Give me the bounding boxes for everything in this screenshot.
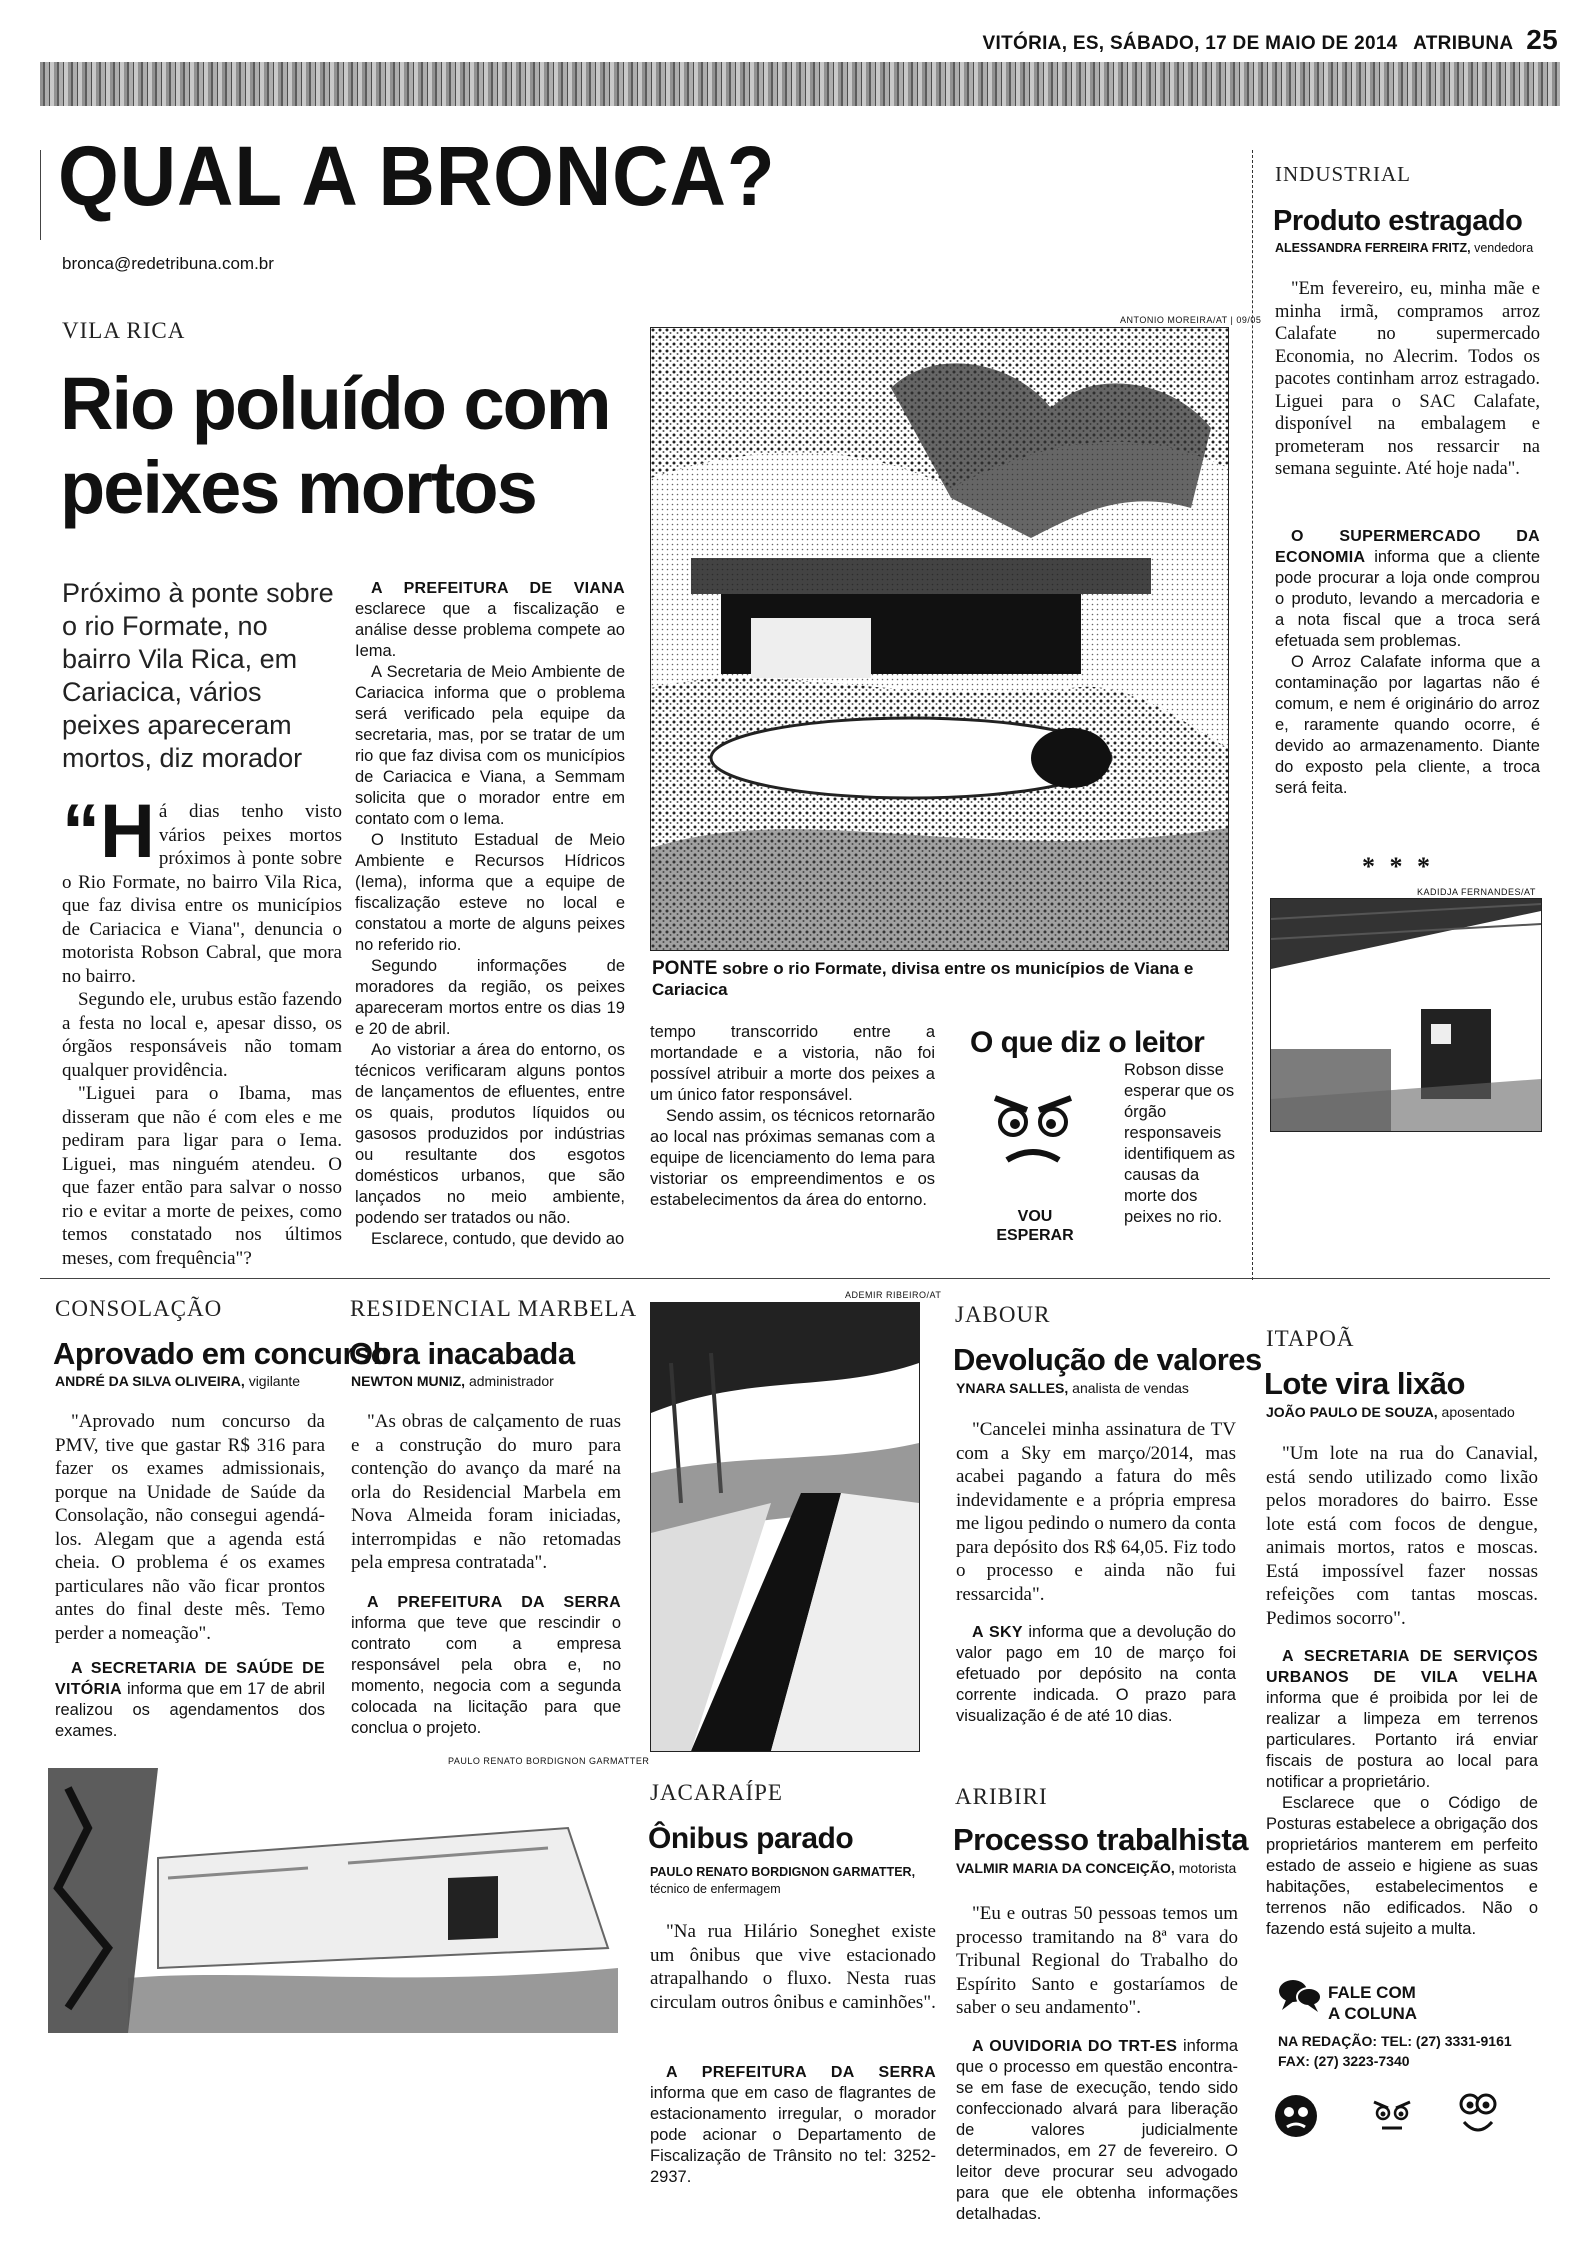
main-col2-p3: O Instituto Estadual de Meio Ambiente e Recursos Hídricos (Iema), informa que a equipe de fiscalização esteve no local e constatou a morte de alguns peixes no referido rio.: [355, 831, 625, 954]
dateline: VITÓRIA, ES, SÁBADO, 17 DE MAIO DE 2014: [982, 33, 1398, 54]
itapoa-response-p2: Esclarece que o Código de Posturas estabelece a obrigação dos proprietários manterem em perfeito estado de asseio e higiene as suas habitações, estabelecimentos e terrenos não edificados. Não o fazendo está sujeito a multa.: [1266, 1794, 1538, 1938]
main-col2-p2: A Secretaria de Meio Ambiente de Cariacica informa que o problema será verificado pela equipe da secretaria, mas, por se tratar de um rio que faz divisa com os municípios de Cariacica e Viana, a Semmam solicita que o morador entre em contato com o Iema.: [355, 663, 625, 828]
aribiri-title: Processo trabalhista: [953, 1822, 1248, 1857]
jacaraipe-response: A PREFEITURA DA SERRA informa que em caso de flagrantes de estacionamento irregular, o morador pode acionar o Departamento de Fiscalização de Trânsito no tel: 3252-2937.: [650, 2064, 936, 2186]
industrial-photo: [1270, 898, 1542, 1132]
happy-face-icon: [1458, 2092, 1498, 2140]
bus-photo: [48, 1768, 618, 2033]
itapoa-byline: JOÃO PAULO DE SOUZA, aposentado: [1266, 1404, 1515, 1420]
main-headline: Rio poluído com peixes mortos: [60, 362, 610, 529]
industrial-complaint: "Em fevereiro, eu, minha mãe e minha irmã, compramos arroz Calafate no supermercado Economia, no Alecrim. Todos os pacotes continham arroz estragado. Liguei para o SAC Calafate, disponível na embalagem e prometeram nos ressarcir na semana seguinte. Até hoje nada".: [1275, 279, 1540, 479]
industrial-response: [1275, 526, 1540, 799]
industrial-response-p1: O SUPERMERCADO DA ECONOMIA informa que a cliente pode procurar a loja onde comprou o produto, levando a mercadoria e a nota fiscal que a troca será efetuada sem problemas.: [1275, 528, 1540, 650]
jabour-complaint: "Cancelei minha assinatura de TV com a Sky em março/2014, mas acabei pagando a fatura do mês indevidamente e a própria empresa me ligou pedindo o numero da conta para depósito dos R$ 64,05. Fiz todo o processo e ainda não fui ressarcida".: [956, 1419, 1236, 1605]
main-col3: [650, 1022, 935, 1211]
main-col1-p2: Segundo ele, urubus estão fazendo a festa no local e, apesar disso, os órgãos responsáveis não tomam qualquer providência.: [62, 989, 342, 1081]
main-col1-p3: "Liguei para o Ibama, mas disseram que não é com eles e me pediram para ligar para o Iema. Liguei, mas ninguém atendeu. O que fazer então para salvar o nosso rio e evitar a morte de peixes, como temos constatado nos últimos meses, com frequência"?: [62, 1083, 342, 1269]
marbela-response: A PREFEITURA DA SERRA informa que teve que rescindir o contrato com a empresa responsável pela obra e, no momento, negocia com a segunda colocada na licitação para que conclua o projeto.: [351, 1594, 621, 1737]
main-col1: [62, 789, 342, 1270]
section-industrial: INDUSTRIAL: [1275, 162, 1411, 186]
scan-noise-band: [40, 62, 1560, 106]
reader-box-text: Robson disse esperar que os órgão responsaveis identifiquem as causas da morte dos peixes no rio.: [1124, 1061, 1235, 1226]
column-email[interactable]: bronca@redetribuna.com.br: [62, 254, 274, 273]
main-col2: [355, 578, 625, 1250]
contact-title: FALE COM A COLUNA: [1328, 1983, 1418, 2023]
bus-photo-credit: PAULO RENATO BORDIGNON GARMATTER: [448, 1756, 650, 1766]
road-photo-credit: ADEMIR RIBEIRO/AT: [845, 1290, 942, 1300]
industrial-photo-credit: KADIDJA FERNANDES/AT: [1417, 887, 1536, 897]
main-col2-p6: Esclarece, contudo, que devido ao: [371, 1230, 625, 1248]
consolacao-complaint: "Aprovado num concurso da PMV, tive que gastar R$ 316 para fazer os exames admissionais, porque na Unidade de Saúde da Consolação, não consegui agendá-los. Alegam que a agenda está cheia. O problema é os exames particulares não vão ficar prontos antes do final deste mês. Temo perder a nomeação".: [55, 1411, 325, 1644]
jacaraipe-byline: PAULO RENATO BORDIGNON GARMATTER, técnico de enfermagem: [650, 1865, 916, 1896]
main-col3-p2: Sendo assim, os técnicos retornarão ao local nas próximas semanas com a equipe de licenciamento do Iema para vistoriar os empreendimentos e os estabelecimentos da área do entorno.: [650, 1107, 935, 1209]
section-jabour: JABOUR: [955, 1302, 1051, 1327]
marbela-byline: NEWTON MUNIZ, administrador: [351, 1373, 554, 1389]
jabour-response: A SKY informa que a devolução do valor pago em 10 de março foi efetuado por depósito na conta corrente indicada. O prazo para visualização é de até 10 dias.: [956, 1623, 1236, 1725]
itapoa-response-p1: A SECRETARIA DE SERVIÇOS URBANOS DE VILA VELHA informa que é proibida por lei de realizar a limpeza em terrenos particulares. Portanto irá enviar fiscais de postura ao local para notificar a proprietário.: [1266, 1648, 1538, 1791]
main-col2-p4: Segundo informações de moradores da região, os peixes apareceram mortos entre os dias 19 e 20 de abril.: [355, 957, 625, 1038]
page-number: 25: [1526, 24, 1558, 55]
section-itapoa: ITAPOÃ: [1266, 1326, 1355, 1351]
consolacao-title: Aprovado em concurso: [53, 1336, 390, 1371]
industrial-byline: ALESSANDRA FERREIRA FRITZ, vendedora: [1275, 241, 1534, 255]
right-column-rule: [1252, 150, 1253, 1280]
reader-verdict: VOU ESPERAR: [996, 1208, 1074, 1244]
bridge-photo: [650, 327, 1229, 951]
section-stars: * * *: [1362, 852, 1434, 881]
column-title: QUAL A BRONCA?: [58, 129, 776, 223]
itapoa-complaint: "Um lote na rua do Canavial, está sendo utilizado como lixão pelos moradores do bairro. Esse lote está com focos de dengue, animais mortos, ratos e moscas. Está impossível fazer nossas refeições com tantas moscas. Pedimos socorro".: [1266, 1443, 1538, 1629]
contact-phones: NA REDAÇÃO: TEL: (27) 3331-9161 FAX: (27) 3223-7340: [1278, 2033, 1512, 2069]
marbela-complaint: "As obras de calçamento de ruas e a construção do muro para contenção do avanço da maré na orla do Residencial Marbela em Nova Almeida foram iniciadas, interrompidas e não retomadas pela empresa contratada".: [351, 1411, 621, 1573]
section-divider: [40, 1278, 1550, 1279]
section-consolacao: CONSOLAÇÃO: [55, 1296, 223, 1321]
section-marbela: RESIDENCIAL MARBELA: [350, 1296, 638, 1321]
aribiri-response: A OUVIDORIA DO TRT-ES informa que o processo em questão encontra-se em fase de execução, tendo sido confeccionado alvará para liberação de valores judicialmente determinados, em 27 de fevereiro. O leitor deve procurar seu advogado para que ele obtenha informações detalhadas.: [956, 2037, 1238, 2223]
aribiri-complaint: "Eu e outras 50 pessoas temos um processo tramitando na 8ª vara do Tribunal Regional do Trabalho do Espírito Santo e gostaríamos de saber o seu andamento".: [956, 1903, 1238, 2018]
angry-face-dark-icon: [1274, 2094, 1318, 2138]
section-vila-rica: VILA RICA: [62, 318, 186, 343]
section-jacaraipe: JACARAÍPE: [650, 1780, 783, 1805]
consolacao-response: A SECRETARIA DE SAÚDE DE VITÓRIA informa que em 17 de abril realizou os agendamentos dos exames.: [55, 1660, 325, 1740]
section-aribiri: ARIBIRI: [955, 1784, 1048, 1809]
contact-tel[interactable]: TEL: (27) 3331-9161: [1380, 2033, 1512, 2049]
jacaraipe-complaint: "Na rua Hilário Soneghet existe um ônibus que vive estacionado atrapalhando o fluxo. Nesta ruas circulam outros ônibus e caminhões".: [650, 1921, 936, 2013]
contact-fax: FAX: (27) 3223-7340: [1278, 2053, 1410, 2069]
dropcap: “H: [62, 789, 155, 874]
main-col2-p1: A PREFEITURA DE VIANA esclarece que a fiscalização e análise desse problema compete ao Iema.: [355, 580, 625, 660]
waiting-face-icon: [1370, 2098, 1414, 2134]
industrial-title: Produto estragado: [1273, 205, 1523, 237]
angry-face-icon: [985, 1092, 1081, 1172]
itapoa-title: Lote vira lixão: [1264, 1366, 1465, 1401]
road-photo: [650, 1302, 920, 1752]
marbela-title: Obra inacabada: [349, 1336, 575, 1371]
aribiri-byline: VALMIR MARIA DA CONCEIÇÃO, motorista: [956, 1860, 1237, 1876]
title-rule: [40, 150, 41, 240]
main-deck: Próximo à ponte sobre o rio Formate, no bairro Vila Rica, em Cariacica, vários peixes apareceram mortos, diz morador: [62, 578, 334, 773]
jacaraipe-title: Ônibus parado: [648, 1822, 854, 1855]
page-header: [983, 24, 1558, 56]
speech-bubbles-icon: [1278, 1978, 1322, 2014]
itapoa-response: [1266, 1646, 1538, 1940]
industrial-response-p2: O Arroz Calafate informa que a contaminação por lagartas não é comum, e nem é originário do arroz e, raramente quando ocorre, é devido ao armazenamento. Diante do exposto pela cliente, a troca será feita.: [1275, 653, 1540, 797]
main-col1-lead: “H á dias tenho visto vários peixes mortos próximos à ponte sobre o Rio Formate, no bairro Vila Rica, que faz divisa entre os municípios de Cariacica e Viana", denuncia o motorista Robson Cabral, que mora no bairro.: [62, 789, 342, 987]
main-col2-p5: Ao vistoriar a área do entorno, os técnicos verificaram alguns pontos de lançamentos de efluentes, entre os quais, produtos líquidos ou gasosos produzidos por indústrias ou resultante dos esgotos domésticos urbanos, que são lançados no meio ambiente, podendo ser tratados ou não.: [355, 1041, 625, 1227]
jabour-byline: YNARA SALLES, analista de vendas: [956, 1380, 1189, 1396]
jabour-title: Devolução de valores: [953, 1342, 1262, 1377]
reader-box-title: O que diz o leitor: [970, 1026, 1205, 1059]
main-col3-p1: tempo transcorrido entre a mortandade e a vistoria, não foi possível atribuir a morte dos peixes a um único fator responsável.: [650, 1023, 935, 1104]
consolacao-byline: ANDRÉ DA SILVA OLIVEIRA, vigilante: [55, 1373, 301, 1389]
bridge-photo-caption: PONTE sobre o rio Formate, divisa entre os municípios de Viana e Cariacica: [652, 958, 1194, 999]
paper-name: ATRIBUNA: [1413, 33, 1513, 54]
bridge-photo-credit: ANTONIO MOREIRA/AT | 09/05: [1120, 315, 1262, 325]
